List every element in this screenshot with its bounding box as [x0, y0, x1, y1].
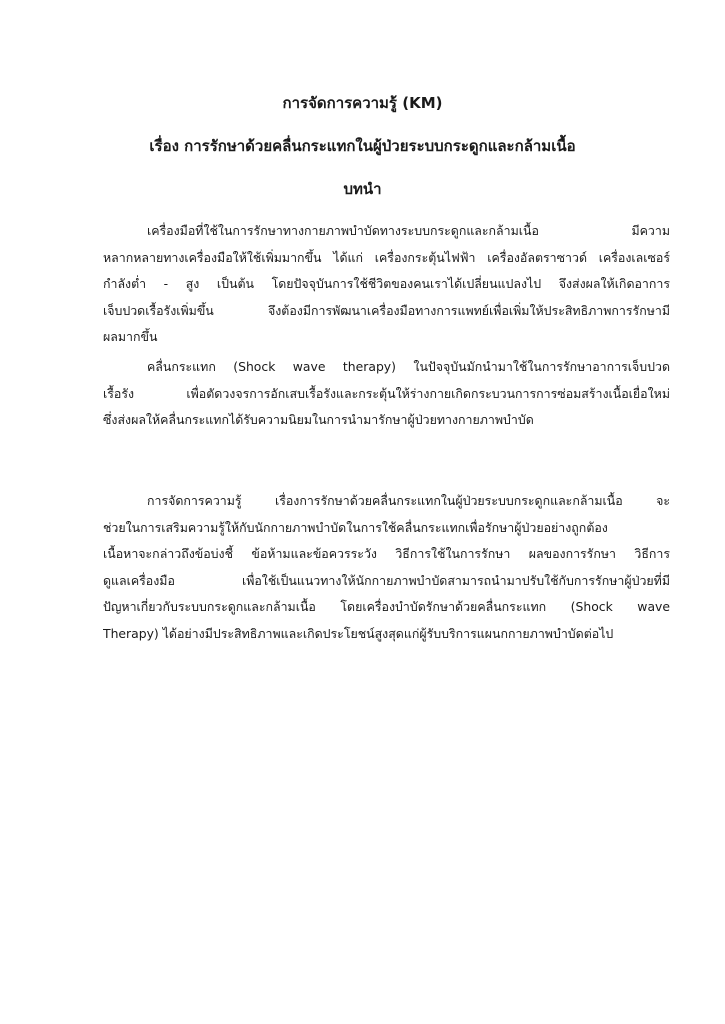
- paragraph-line: ดูแลเครื่องมือ เพื่อใช้เป็นแนวทางให้นักกายภาพบำบัดสามารถนำมาปรับใช้กับการรักษาผู้ป่วยที่มี: [103, 572, 670, 588]
- paragraph-line: หลากหลายทางเครื่องมือให้ใช้เพิ่มมากขึ้น ได้แก่ เครื่องกระตุ้นไฟฟ้า เครื่องอัลตราซาวด์ เครื่องเลเซอร์: [103, 249, 670, 265]
- paragraph-line: เรื้อรัง เพื่อตัดวงจรการอักเสบเรื้อรังและกระตุ้นให้ร่างกายเกิดกระบวนการการซ่อมสร้างเนื้อเยื่อใหม่: [103, 385, 670, 401]
- paragraph-line: คลื่นกระแทก (Shock wave therapy) ในปัจจุบันมักนำมาใช้ในการรักษาอาการเจ็บปวด: [147, 359, 670, 374]
- paragraph-line: ช่วยในการเสริมความรู้ให้กับนักกายภาพบำบัดในการใช้คลื่นกระแทกเพื่อรักษาผู้ป่วยอย่างถูกต้อง: [103, 519, 608, 535]
- paragraph-line: การจัดการความรู้ เรื่องการรักษาด้วยคลื่นกระแทกในผู้ป่วยระบบกระดูกและกล้ามเนื้อ จะ: [147, 493, 670, 508]
- paragraph-line: ซึ่งส่งผลให้คลื่นกระแทกได้รับความนิยมในการนำมารักษาผู้ป่วยทางกายภาพบำบัด: [103, 412, 534, 427]
- document-subject: เรื่อง การรักษาด้วยคลื่นกระแทกในผู้ป่วยระบบกระดูกและกล้ามเนื้อ: [149, 137, 576, 155]
- section-heading: บทนำ: [343, 180, 382, 198]
- paragraph-shock-wave: [103, 354, 670, 434]
- document-title: การจัดการความรู้ (KM): [282, 94, 443, 112]
- paragraph-line: เจ็บปวดเรื้อรังเพิ่มขึ้น จึงต้องมีการพัฒนาเครื่องมือทางการแพทย์เพื่อเพิ่มให้ประสิทธิภาพการรักษามี: [103, 302, 670, 318]
- paragraph-km-purpose: [103, 488, 670, 647]
- paragraph-line: กำลังต่ำ - สูง เป็นต้น โดยปัจจุบันการใช้ชีวิตของคนเราได้เปลี่ยนแปลงไป จึงส่งผลให้เกิดอาการ: [103, 276, 670, 291]
- paragraph-line: ปัญหาเกี่ยวกับระบบกระดูกและกล้ามเนื้อ โดยเครื่องบำบัดรักษาด้วยคลื่นกระแทก (Shock wave: [103, 599, 670, 614]
- paragraph-line: เนื้อหาจะกล่าวถึงข้อบ่งชี้ ข้อห้ามและข้อควรระวัง วิธีการใช้ในการรักษา ผลของการรักษา วิธีการ: [103, 546, 670, 561]
- paragraph-intro-tools: [103, 218, 670, 351]
- paragraph-line: ผลมากขึ้น: [103, 329, 158, 344]
- paragraph-line: Therapy) ได้อย่างมีประสิทธิภาพและเกิดประโยชน์สูงสุดแก่ผู้รับบริการแผนกกายภาพบำบัดต่อไป: [103, 625, 614, 641]
- paragraph-line: เครื่องมือที่ใช้ในการรักษาทางกายภาพบำบัดทางระบบกระดูกและกล้ามเนื้อ มีความ: [147, 223, 670, 238]
